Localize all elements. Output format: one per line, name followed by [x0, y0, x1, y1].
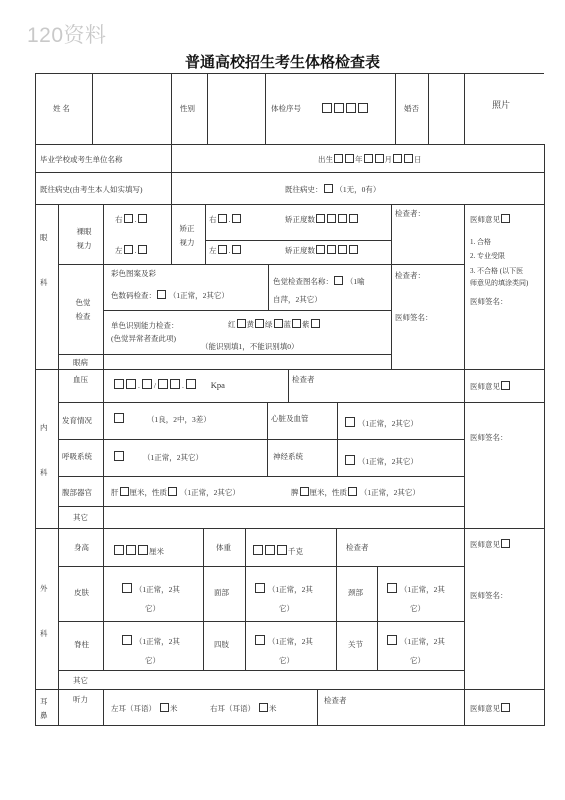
checkbox[interactable]	[345, 455, 355, 465]
single-color-field[interactable]: 红 黄 绿 蓝 紫	[228, 319, 321, 330]
corrected-right-field[interactable]: 右 .	[209, 214, 242, 225]
hearing-label: 听力	[73, 695, 88, 704]
checkbox[interactable]	[316, 245, 325, 254]
checkbox[interactable]	[404, 154, 413, 163]
checkbox[interactable]	[237, 319, 246, 328]
watermark: 120资料	[27, 24, 107, 47]
corrected-left-field[interactable]: 左 .	[209, 245, 242, 256]
checkbox[interactable]	[255, 635, 265, 645]
spine-label: 脊柱	[74, 640, 89, 649]
name-label: 姓 名	[53, 104, 70, 113]
eye-inspector-label-2: 检查者：	[395, 271, 425, 280]
corr-deg-right-field[interactable]: 矫正度数	[285, 214, 359, 225]
color-book-options: 自萍，2其它）	[273, 295, 322, 304]
face-label: 面部	[214, 588, 229, 597]
checkbox[interactable]	[122, 635, 132, 645]
liver-field[interactable]: 肝 厘米，性质 （1正常，2其它）	[111, 488, 240, 497]
eye-section-label: 眼	[40, 233, 48, 242]
checkbox[interactable]	[114, 545, 124, 555]
face-field[interactable]: （1正常，2其	[254, 583, 313, 595]
checkbox[interactable]	[255, 583, 265, 593]
checkbox[interactable]	[122, 583, 132, 593]
joints-field[interactable]: （1正常，2其	[386, 635, 445, 647]
color-book-field[interactable]: 色觉检查图名称： （1喻	[273, 277, 365, 286]
surgery-section-label: 外	[40, 584, 48, 593]
checkbox[interactable]	[232, 245, 241, 254]
single-color-label: 单色识别能力检查：	[111, 321, 179, 330]
joints-field-cont: 它）	[410, 656, 425, 665]
opinion-option-1: 1. 合格	[470, 238, 491, 246]
bp-label: 血压	[73, 375, 88, 384]
surgery-other-label: 其它	[73, 676, 88, 685]
checkbox[interactable]	[265, 545, 275, 555]
naked-left-field[interactable]: 左 .	[115, 245, 148, 256]
development-field[interactable]: （1良，2中，3差）	[113, 413, 211, 425]
height-field[interactable]: 厘米	[113, 545, 164, 557]
nervous-label: 神经系统	[273, 452, 303, 461]
color-code-field[interactable]: 色数码检查： （1正常，2其它）	[111, 291, 229, 300]
checkbox[interactable]	[232, 214, 241, 223]
nervous-field[interactable]: （1正常，2其它）	[344, 455, 418, 467]
heart-label: 心脏及血管	[271, 414, 309, 423]
internal-doc-sign-label: 医师签名：	[470, 433, 508, 442]
checkbox[interactable]	[300, 487, 309, 496]
skin-field[interactable]: （1正常，2其	[121, 583, 180, 595]
checkbox[interactable]	[311, 319, 320, 328]
naked-right-field[interactable]: 右 .	[115, 214, 148, 225]
marital-label: 婚否	[404, 104, 419, 113]
checkbox[interactable]	[138, 214, 147, 223]
checkbox[interactable]	[168, 487, 177, 496]
checkbox[interactable]	[501, 539, 510, 548]
weight-field[interactable]: 千克	[252, 545, 303, 557]
skin-field-cont: 它）	[145, 604, 160, 613]
checkbox[interactable]	[349, 245, 358, 254]
weight-label: 体重	[216, 543, 231, 552]
checkbox[interactable]	[292, 319, 301, 328]
checkbox[interactable]	[345, 417, 355, 427]
checkbox[interactable]	[387, 635, 397, 645]
birth-date-field[interactable]: 出生 年 月 日	[318, 155, 422, 164]
exam-no-boxes[interactable]	[321, 103, 369, 115]
gender-label: 性别	[180, 104, 195, 113]
corr-deg-left-field[interactable]: 矫正度数	[285, 245, 359, 256]
checkbox[interactable]	[138, 245, 147, 254]
checkbox[interactable]	[186, 379, 196, 389]
checkbox[interactable]	[345, 154, 354, 163]
spine-field[interactable]: （1正常，2其	[121, 635, 180, 647]
checkbox[interactable]	[358, 103, 368, 113]
abdomen-label: 腹部器官	[62, 488, 92, 497]
bp-field[interactable]: . / . Kpa	[113, 379, 225, 391]
eye-doc-opinion[interactable]: 医师意见	[470, 214, 511, 225]
checkbox[interactable]	[316, 214, 325, 223]
checkbox[interactable]	[259, 703, 268, 712]
checkbox[interactable]	[501, 214, 510, 223]
eye-doc-sign-label-2: 医师签名：	[395, 313, 433, 322]
color-vision-label: 色觉检查	[75, 298, 91, 321]
development-label: 发育情况	[62, 416, 92, 425]
exam-no-label: 体检序号	[271, 104, 301, 113]
eye-inspector-label: 检查者：	[395, 209, 425, 218]
checkbox[interactable]	[393, 154, 402, 163]
height-label: 身高	[74, 543, 89, 552]
left-ear-field[interactable]: 左耳（耳语） 米	[111, 704, 178, 713]
internal-section-label-2: 科	[40, 468, 48, 477]
checkbox[interactable]	[218, 245, 227, 254]
neck-label: 颈部	[348, 588, 363, 597]
joints-label: 关节	[348, 640, 363, 649]
checkbox[interactable]	[346, 103, 356, 113]
checkbox[interactable]	[126, 379, 136, 389]
history-field[interactable]: 既往病史： （1无，0有）	[285, 185, 381, 194]
checkbox[interactable]	[142, 379, 152, 389]
checkbox[interactable]	[114, 379, 124, 389]
limbs-field-cont: 它）	[279, 656, 294, 665]
history-label: 既往病史(由考生本人如实填写)	[40, 185, 143, 194]
checkbox[interactable]	[277, 545, 287, 555]
internal-section-label: 内	[40, 423, 48, 432]
checkbox[interactable]	[501, 381, 510, 390]
checkbox[interactable]	[334, 276, 343, 285]
checkbox[interactable]	[327, 214, 336, 223]
checkbox[interactable]	[253, 545, 263, 555]
surgery-doc-opinion[interactable]: 医师意见	[470, 539, 511, 550]
ent-inspector-label: 检查者	[324, 696, 347, 705]
checkbox[interactable]	[327, 245, 336, 254]
surgery-section-label-2: 科	[40, 629, 48, 638]
ent-doc-opinion[interactable]: 医师意见	[470, 703, 511, 714]
surgery-inspector-label: 检查者	[346, 543, 369, 552]
checkbox[interactable]	[114, 413, 124, 423]
heart-field[interactable]: （1正常，2其它）	[344, 417, 418, 429]
checkbox[interactable]	[274, 319, 283, 328]
spleen-field[interactable]: 脾 厘米，性质 （1正常，2其它）	[291, 488, 420, 497]
checkbox[interactable]	[348, 487, 357, 496]
checkbox[interactable]	[338, 245, 347, 254]
checkbox[interactable]	[349, 214, 358, 223]
limbs-label: 四肢	[214, 640, 229, 649]
checkbox[interactable]	[120, 487, 129, 496]
checkbox[interactable]	[324, 184, 333, 193]
eye-doc-sign-label: 医师签名：	[470, 297, 508, 306]
checkbox[interactable]	[334, 103, 344, 113]
color-pic-label: 彩色图案及彩	[111, 269, 156, 278]
checkbox[interactable]	[387, 583, 397, 593]
checkbox[interactable]	[114, 451, 124, 461]
photo-label: 照片	[492, 100, 511, 110]
checkbox[interactable]	[364, 154, 373, 163]
naked-vision-label: 裸眼视力	[76, 227, 92, 250]
checkbox[interactable]	[255, 319, 264, 328]
checkbox[interactable]	[160, 703, 169, 712]
skin-label: 皮肤	[74, 588, 89, 597]
page-title: 普通高校招生考生体格检查表	[184, 53, 380, 71]
internal-other-label: 其它	[73, 513, 88, 522]
face-field-cont: 它）	[279, 604, 294, 613]
opinion-option-3: 3. 不合格 (以下医	[470, 267, 524, 275]
eye-disease-label: 眼病	[73, 358, 88, 367]
checkbox[interactable]	[322, 103, 332, 113]
school-label: 毕业学校或考生单位名称	[40, 155, 123, 164]
checkbox[interactable]	[158, 379, 168, 389]
checkbox[interactable]	[157, 290, 166, 299]
right-ear-field[interactable]: 右耳（耳语） 米	[210, 704, 277, 713]
checkbox[interactable]	[124, 245, 133, 254]
checkbox[interactable]	[334, 154, 343, 163]
surgery-doc-sign-label: 医师签名：	[470, 591, 508, 600]
corrected-vision-label: 矫正视力	[179, 224, 195, 247]
respiratory-label: 呼吸系统	[62, 452, 92, 461]
checkbox[interactable]	[126, 545, 136, 555]
checkbox[interactable]	[170, 379, 180, 389]
checkbox[interactable]	[138, 545, 148, 555]
checkbox[interactable]	[501, 703, 510, 712]
checkbox[interactable]	[218, 214, 227, 223]
checkbox[interactable]	[124, 214, 133, 223]
ent-section-label-2: 鼻	[40, 711, 48, 720]
neck-field-cont: 它）	[410, 604, 425, 613]
eye-section-label-2: 科	[40, 278, 48, 287]
limbs-field[interactable]: （1正常，2其	[254, 635, 313, 647]
neck-field[interactable]: （1正常，2其	[386, 583, 445, 595]
checkbox[interactable]	[338, 214, 347, 223]
internal-doc-opinion[interactable]: 医师意见	[470, 381, 511, 392]
ent-section-label: 耳	[40, 697, 48, 706]
spine-field-cont: 它）	[145, 656, 160, 665]
opinion-option-2: 2. 专业受限	[470, 252, 505, 260]
opinion-option-3-cont: 师意见的填涂类同)	[470, 279, 529, 287]
internal-inspector-label: 检查者	[292, 375, 315, 384]
respiratory-field[interactable]: （1正常，2其它）	[113, 451, 203, 463]
single-color-note: (色觉异常者查此项)	[111, 334, 176, 343]
recognition-note: （能识别填1，不能识别填0）	[201, 342, 299, 351]
checkbox[interactable]	[375, 154, 384, 163]
